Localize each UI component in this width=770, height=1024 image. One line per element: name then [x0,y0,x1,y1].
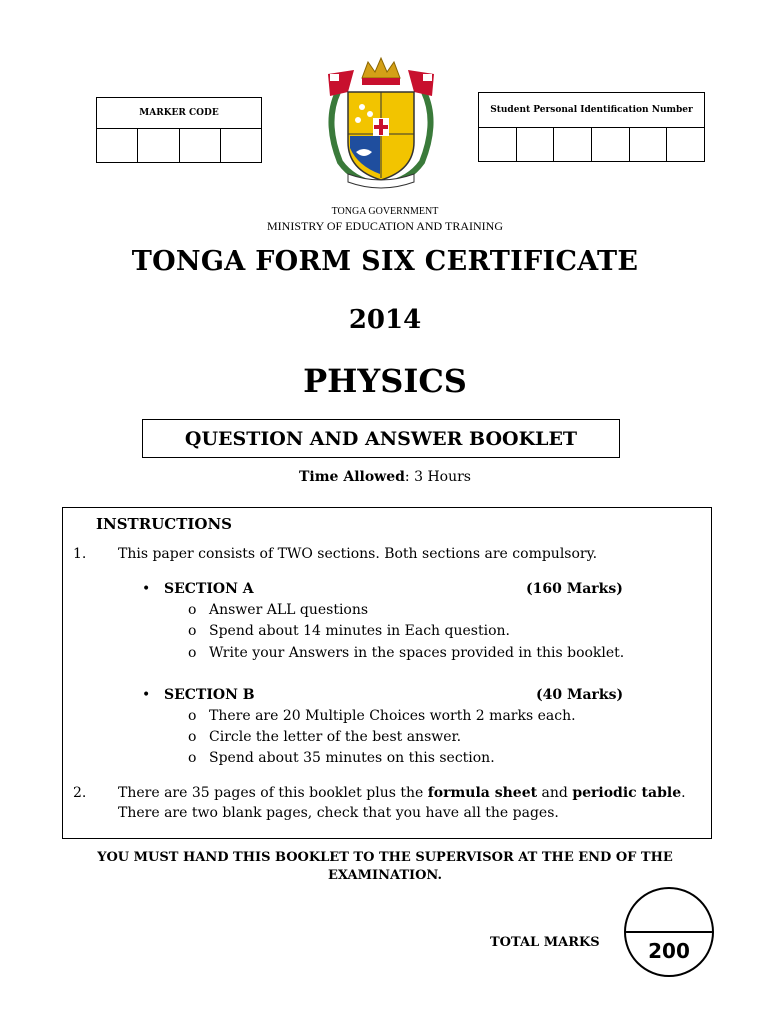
total-marks-circle [624,887,714,977]
item-number: 1. [73,546,87,562]
bullet-icon: • [142,687,151,703]
section-a-name: SECTION A [164,581,254,597]
total-marks-value: 200 [648,939,690,963]
periodic-table-label: periodic table [572,785,682,801]
ministry-name: MINISTRY OF EDUCATION AND TRAINING [266,219,503,233]
formula-sheet-label: formula sheet [427,785,538,801]
sub-bullet-marker: o [188,729,197,745]
bullet-icon: • [142,581,151,597]
sub-bullet-marker: o [188,623,197,639]
item-text: There are 35 pages of this booklet plus the formula sheet and periodic table. [118,785,686,801]
time-allowed [0,469,770,485]
section-a-point: Write your Answers in the spaces provided in this booklet. [209,645,625,661]
time-allowed-value: : 3 Hours [404,469,471,485]
section-b-point: There are 20 Multiple Choices worth 2 marks each. [209,708,576,724]
marker-code-cell[interactable] [138,129,179,162]
section-a-marks: (160 Marks) [526,581,623,597]
marker-code-box [96,97,262,163]
marker-code-cell[interactable] [221,129,261,162]
sub-bullet-marker: o [188,645,197,661]
item-text-line2: There are two blank pages, check that you have all the pages. [118,805,559,821]
section-b-point: Spend about 35 minutes on this section. [209,750,495,766]
item-number: 2. [73,785,87,801]
coat-of-arms-icon [318,52,444,192]
booklet-label: QUESTION AND ANSWER BOOKLET [184,427,578,450]
marker-code-label: MARKER CODE [97,98,261,129]
total-marks-label: TOTAL MARKS [490,935,600,950]
student-id-cell[interactable] [479,128,517,161]
instructions-heading: INSTRUCTIONS [96,515,232,533]
score-divider [626,931,712,933]
student-id-cell[interactable] [667,128,704,161]
student-id-cell[interactable] [592,128,630,161]
subject-title: PHYSICS [303,362,467,400]
sub-bullet-marker: o [188,602,197,618]
booklet-label-box [142,419,620,458]
marker-code-cell[interactable] [97,129,138,162]
section-b-point: Circle the letter of the best answer. [209,729,462,745]
marker-code-cell[interactable] [180,129,221,162]
time-allowed-label: Time Allowed [299,469,405,485]
section-b-marks: (40 Marks) [536,687,624,703]
government-name: TONGA GOVERNMENT [331,206,439,217]
student-id-cell[interactable] [517,128,555,161]
hand-in-notice: YOU MUST HAND THIS BOOKLET TO THE SUPERVISOR AT THE END OF THE EXAMINATION. [97,850,673,883]
sub-bullet-marker: o [188,708,197,724]
student-id-cell[interactable] [554,128,592,161]
section-b-name: SECTION B [164,687,255,703]
section-a-point: Spend about 14 minutes in Each question. [209,623,510,639]
student-id-cell[interactable] [630,128,668,161]
student-id-box [478,92,705,162]
marker-code-cells [97,129,261,162]
sub-bullet-marker: o [188,750,197,766]
item-text: This paper consists of TWO sections. Both sections are compulsory. [118,546,598,562]
certificate-title: TONGA FORM SIX CERTIFICATE [131,246,639,277]
exam-year: 2014 [348,305,422,335]
section-a-point: Answer ALL questions [209,602,369,618]
student-id-cells [479,128,704,161]
student-id-label: Student Personal Identification Number [479,93,704,128]
